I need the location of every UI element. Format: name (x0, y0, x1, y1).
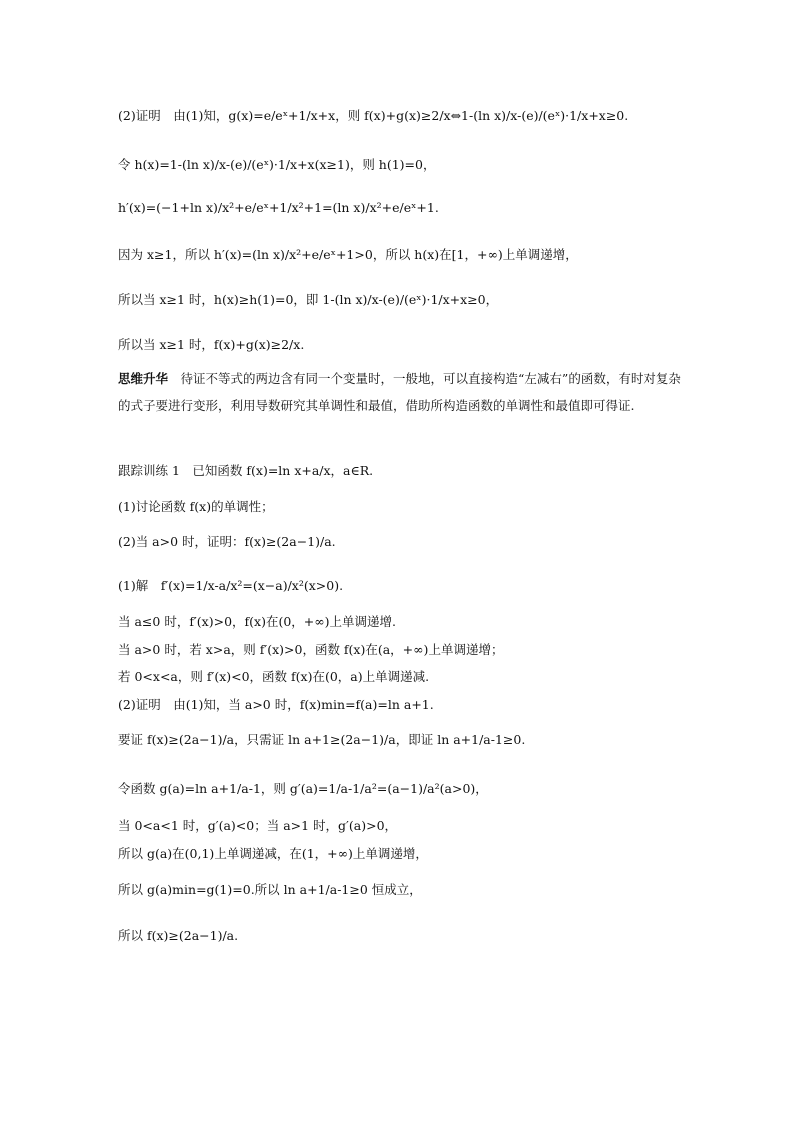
summary-text: 待证不等式的两边含有同一个变量时，一般地，可以直接构造“左减右”的函数，有时对复杂的式子要进行变形，利用导数研究其单调性和最值，借助所构造函数的单调性和最值即可得证. (118, 371, 681, 413)
solution-line-7: 令函数 g(a)=ln a+1/a-1，则 g′(a)=1/a-1/a²=(a−1)/a²(a>0)， (118, 781, 488, 796)
proof-line-5: 所以当 x≥1 时，h(x)≥h(1)=0，即 1-(ln x)/x-(e)/(eˣ)·1/x+x≥0， (118, 292, 499, 307)
proof-line-3: h′(x)=(−1+ln x)/x²+e/eˣ+1/x²+1=(ln x)/x²+e/eˣ+1. (118, 200, 439, 215)
solution-line-1: (1)解 f′(x)=1/x-a/x²=(x−a)/x²(x>0). (118, 578, 344, 593)
solution-line-6: 要证 f(x)≥(2a−1)/a，只需证 ln a+1≥(2a−1)/a，即证 ln a+1/a-1≥0. (118, 732, 526, 747)
proof-line-4: 因为 x≥1，所以 h′(x)=(ln x)/x²+e/eˣ+1>0，所以 h(x)在[1，+∞)上单调递增， (118, 247, 578, 262)
summary-label: 思维升华 (118, 371, 169, 386)
solution-line-5: (2)证明 由(1)知，当 a>0 时，f(x)min=f(a)=ln a+1. (118, 697, 434, 712)
solution-line-10: 所以 g(a)min=g(1)=0.所以 ln a+1/a-1≥0 恒成立， (118, 882, 422, 897)
exercise-title: 跟踪训练 1 已知函数 f(x)=ln x+a/x，a∈R. (118, 463, 374, 478)
solution-line-4: 若 0<x<a，则 f′(x)<0，函数 f(x)在(0，a)上单调递减. (118, 669, 430, 684)
solution-line-3: 当 a>0 时，若 x>a，则 f′(x)>0，函数 f(x)在(a，+∞)上单调递增； (118, 642, 504, 657)
proof-line-1: (2)证明 由(1)知，g(x)=e/eˣ+1/x+x，则 f(x)+g(x)≥2/x⇔1-(ln x)/x-(e)/(eˣ)·1/x+x≥0. (118, 108, 629, 123)
solution-line-11: 所以 f(x)≥(2a−1)/a. (118, 928, 239, 943)
solution-line-9: 所以 g(a)在(0,1)上单调递减，在(1，+∞)上单调递增， (118, 846, 428, 861)
proof-line-6: 所以当 x≥1 时，f(x)+g(x)≥2/x. (118, 337, 305, 352)
exercise-q1: (1)讨论函数 f(x)的单调性； (118, 499, 274, 514)
proof-line-2: 令 h(x)=1-(ln x)/x-(e)/(eˣ)·1/x+x(x≥1)，则 h(1)=0， (118, 157, 436, 172)
summary-paragraph (118, 366, 683, 419)
solution-line-2: 当 a≤0 时，f′(x)>0，f(x)在(0，+∞)上单调递增. (118, 614, 397, 629)
exercise-q2: (2)当 a>0 时，证明：f(x)≥(2a−1)/a. (118, 534, 336, 549)
solution-line-8: 当 0<a<1 时，g′(a)<0；当 a>1 时，g′(a)>0， (118, 818, 398, 833)
